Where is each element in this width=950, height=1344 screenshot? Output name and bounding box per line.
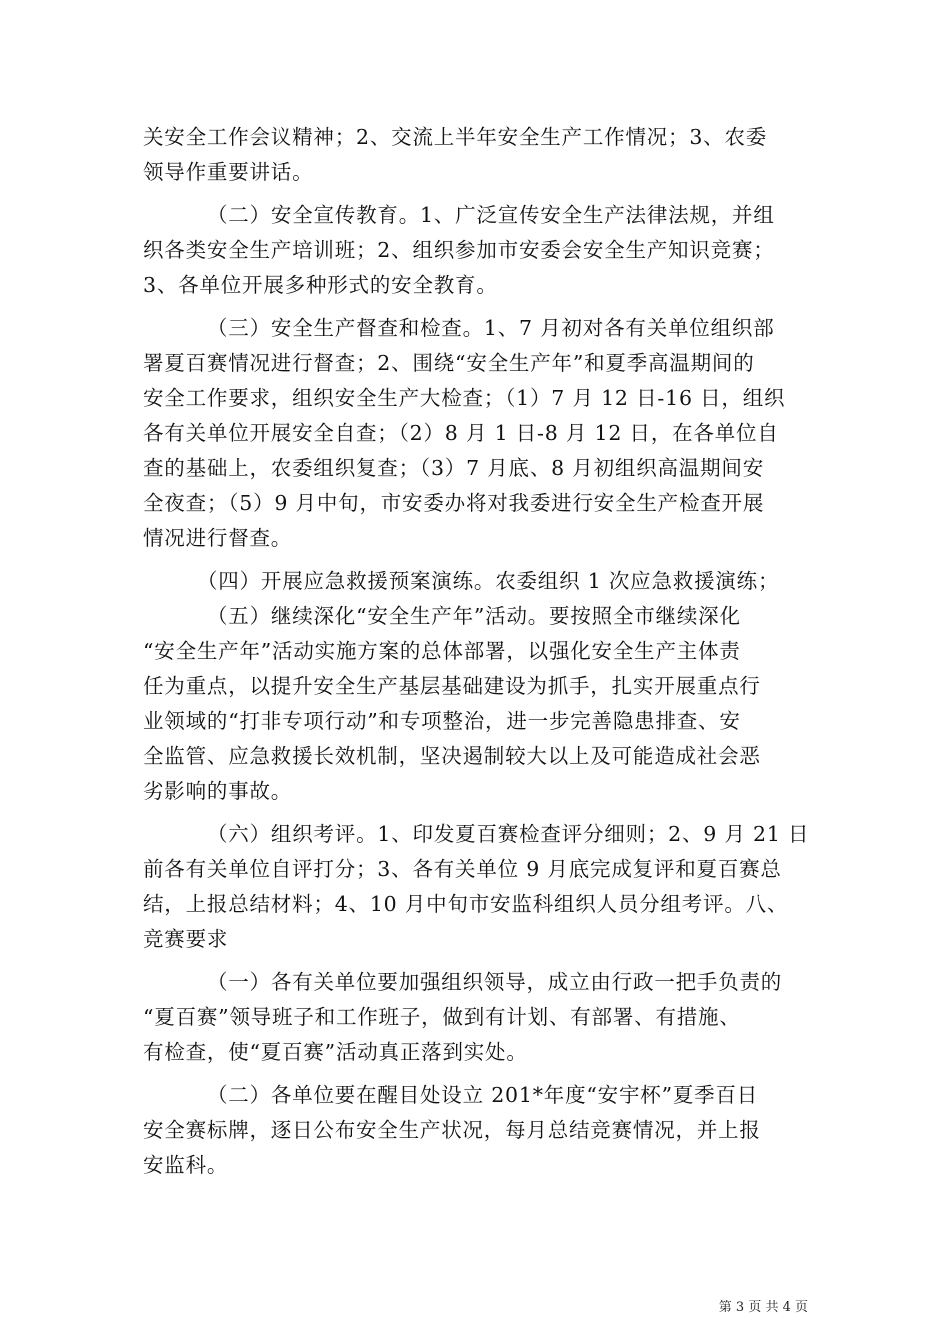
text-line: 全监管、应急救援长效机制，坚决遏制较大以上及可能造成社会恶 <box>143 744 761 768</box>
text-line: 署夏百赛情况进行督查；2、围绕“安全生产年”和夏季高温期间的 <box>143 351 755 375</box>
paragraph-2-line: （二）安全宣传教育。1、广泛宣传安全生产法律法规，并组 <box>207 203 775 227</box>
text-line: 情况进行督查。 <box>143 526 293 550</box>
text-line: “夏百赛”领导班子和工作班子，做到有计划、有部署、有措施、 <box>143 1005 741 1029</box>
text-line: 任为重点，以提升安全生产基层基础建设为抓手，扎实开展重点行 <box>143 674 761 698</box>
text-line: 业领域的“打非专项行动”和专项整治，进一步完善隐患排查、安 <box>143 709 741 733</box>
paragraph-3-line: （三）安全生产督查和检查。1、7 月初对各有关单位组织部 <box>207 316 775 340</box>
paragraph-5-line: （五）继续深化“安全生产年”活动。要按照全市继续深化 <box>207 604 741 628</box>
text-line: 安全工作要求，组织安全生产大检查；（1）7 月 12 日-16 日，组织 <box>143 386 786 410</box>
text-line: 安监科。 <box>143 1153 229 1177</box>
paragraph-7-line: （一）各有关单位要加强组织领导，成立由行政一把手负责的 <box>207 970 783 994</box>
text-line: 3、各单位开展多种形式的安全教育。 <box>143 273 498 297</box>
text-line: 有检查，使“夏百赛”活动真正落到实处。 <box>143 1040 528 1064</box>
text-line: 结，上报总结材料；4、10 月中旬市安监科组织人员分组考评。八、 <box>143 892 789 916</box>
paragraph-4-line: （四）开展应急救援预案演练。农委组织 1 次应急救援演练； <box>197 569 780 593</box>
text-line: 查的基础上，农委组织复查；（3）7 月底、8 月初组织高温期间安 <box>143 456 765 480</box>
text-line: 全夜查；（5）9 月中旬，市安委办将对我委进行安全生产检查开展 <box>143 491 765 515</box>
text-line: 安全赛标牌，逐日公布安全生产状况，每月总结竞赛情况，并上报 <box>143 1118 761 1142</box>
text-line: “安全生产年”活动实施方案的总体部署，以强化安全生产主体责 <box>143 639 741 663</box>
text-line: 劣影响的事故。 <box>143 779 293 803</box>
text-line: 各有关单位开展安全自查；（2）8 月 1 日-8 月 12 日，在各单位自 <box>143 421 779 445</box>
section-heading: 竞赛要求 <box>143 927 229 951</box>
text-line: 织各类安全生产培训班；2、组织参加市安委会安全生产知识竞赛； <box>143 238 775 262</box>
paragraph-8-line: （二）各单位要在醒目处设立 201*年度“安宇杯”夏季百日 <box>207 1083 759 1107</box>
page-number-footer: 第 3 页 共 4 页 <box>718 1300 808 1315</box>
paragraph-6-line: （六）组织考评。1、印发夏百赛检查评分细则；2、9 月 21 日 <box>207 822 810 846</box>
text-line: 关安全工作会议精神；2、交流上半年安全生产工作情况；3、农委 <box>143 125 768 149</box>
text-line: 领导作重要讲话。 <box>143 160 314 184</box>
text-line: 前各有关单位自评打分；3、各有关单位 9 月底完成复评和夏百赛总 <box>143 857 782 881</box>
